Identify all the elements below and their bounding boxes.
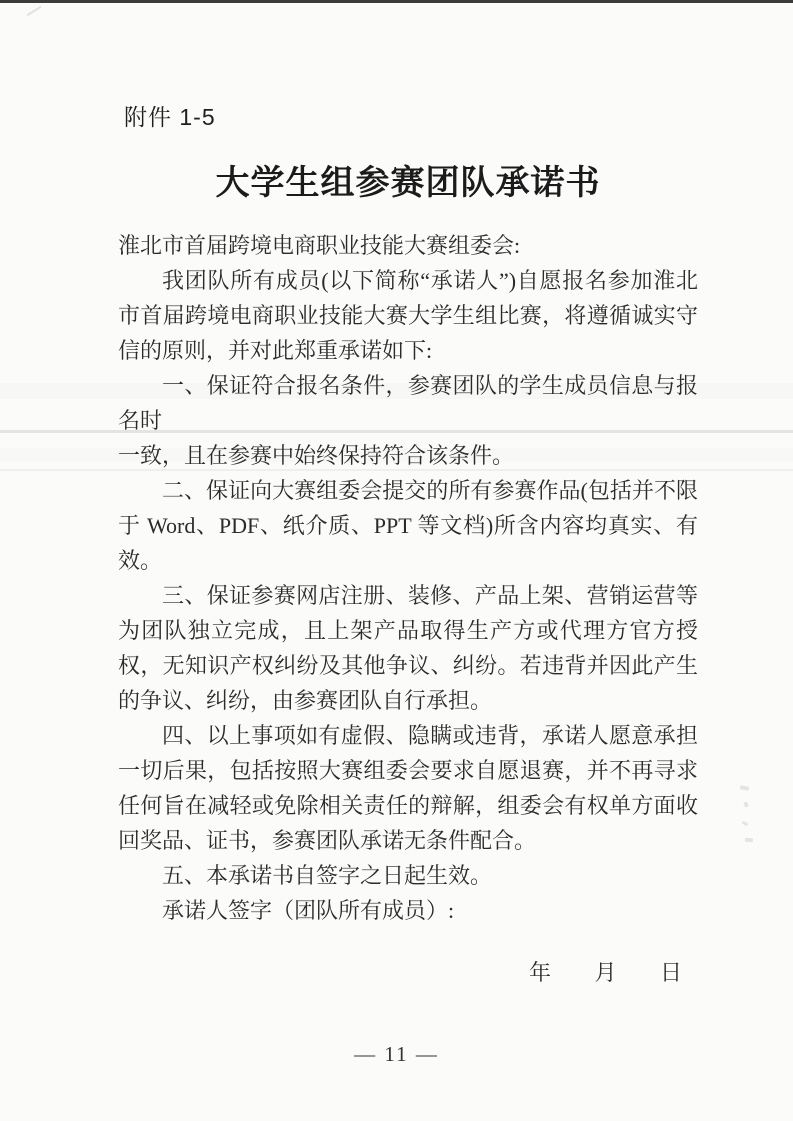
attachment-label: 附件 1-5 [124,104,216,130]
scan-ghost-mark [745,838,753,843]
scan-ghost-mark [740,785,750,791]
salutation-line: 淮北市首届跨境电商职业技能大赛组委会: [118,233,521,258]
page-number: — 11 — [354,1042,439,1066]
item-5-paragraph: 五、本承诺书自签字之日起生效。 [162,863,493,888]
month-label: 月 [594,960,617,985]
item-3-paragraph: 三、保证参赛网店注册、装修、产品上架、营销运营等为团队独立完成，且上架产品取得生产方或代理方官方授权，无知识产权纠纷及其他争议、纠纷。若违背并因此产生的争议、纠纷，由参赛团队自行承担。 [118,583,698,713]
document-content [118,0,698,990]
item-4-paragraph: 四、以上事项如有虚假、隐瞒或违背，承诺人愿意承担一切后果，包括按照大赛组委会要求自愿退赛，并不再寻求任何旨在减轻或免除相关责任的辩解，组委会有权单方面收回奖品、证书，参赛团队承诺无条件配合。 [118,723,698,853]
intro-paragraph: 我团队所有成员(以下简称“承诺人”)自愿报名参加淮北市首届跨境电商职业技能大赛大学生组比赛，将遵循诚实守信的原则，并对此郑重承诺如下: [118,268,698,363]
document-title: 大学生组参赛团队承诺书 [215,165,601,202]
item-1-paragraph: 一、保证符合报名条件，参赛团队的学生成员信息与报名时 [118,373,698,433]
scan-smudge-artifact [27,6,42,16]
item-2-paragraph: 二、保证向大赛组委会提交的所有参赛作品(包括并不限于 Word、PDF、纸介质、PPT 等文档)所含内容均真实、有效。 [118,478,698,573]
day-label: 日 [659,960,682,985]
scan-ghost-mark [742,821,749,827]
scan-ghost-mark [743,801,748,807]
signature-label-line: 承诺人签字（团队所有成员）: [162,898,455,923]
year-label: 年 [528,960,551,985]
item-1-continuation: 一致，且在参赛中始终保持符合该条件。 [118,443,515,468]
date-line [118,955,698,990]
document-body [118,228,698,990]
